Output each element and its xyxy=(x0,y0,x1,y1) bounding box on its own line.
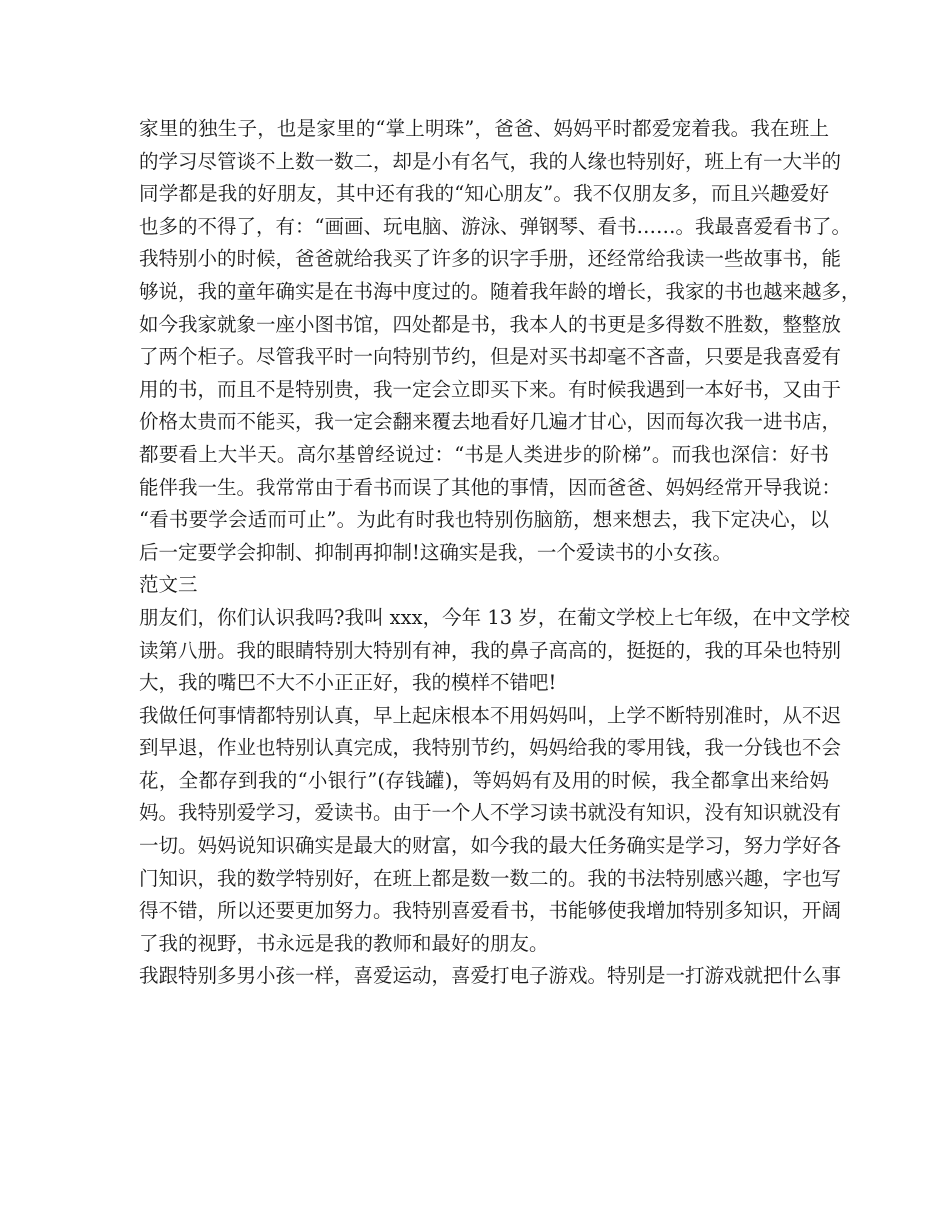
text-line: 朋友们，你们认识我吗?我叫 xxx，今年 13 岁，在葡文学校上七年级，在中文学校 xyxy=(139,605,850,629)
text-line: 的学习尽管谈不上数一数二，却是小有名气，我的人缘也特别好，班上有一大半的 xyxy=(139,149,842,173)
text-line: 得不错，所以还要更加努力。我特别喜爱看书，书能够使我增加特别多知识，开阔 xyxy=(139,899,842,923)
text-line: 能伴我一生。我常常由于看书而误了其他的事情，因而爸爸、妈妈经常开导我说： xyxy=(139,475,842,499)
text-line: 家里的独生子，也是家里的“掌上明珠”，爸爸、妈妈平时都爱宠着我。我在班上 xyxy=(139,117,829,140)
text-line: 了我的视野，书永远是我的教师和最好的朋友。 xyxy=(139,931,549,955)
text-line: 用的书，而且不是特别贵，我一定会立即买下来。有时候我遇到一本好书，又由于 xyxy=(139,377,842,401)
text-line: 够说，我的童年确实是在书海中度过的。随着我年龄的增长，我家的书也越来越多， xyxy=(139,279,861,303)
text-line: 我跟特别多男小孩一样，喜爱运动，喜爱打电子游戏。特别是一打游戏就把什么事 xyxy=(139,964,842,988)
text-line: 门知识，我的数学特别好，在班上都是数一数二的。我的书法特别感兴趣，字也写 xyxy=(139,866,842,890)
text-line: 到早退，作业也特别认真完成，我特别节约，妈妈给我的零用钱，我一分钱也不会 xyxy=(139,736,842,760)
text-line: 我做任何事情都特别认真，早上起床根本不用妈妈叫，上学不断特别准时，从不迟 xyxy=(139,703,842,727)
section-heading: 范文三 xyxy=(139,573,198,597)
text-line: 大，我的嘴巴不大不小正正好，我的模样不错吧! xyxy=(139,671,557,695)
text-line: “看书要学会适而可止”。为此有时我也特别伤脑筋，想来想去，我下定决心，以 xyxy=(139,508,829,532)
document-body-text xyxy=(139,113,861,993)
text-line: 花，全都存到我的“小银行”(存钱罐)，等妈妈有及用的时候，我全都拿出来给妈 xyxy=(139,768,829,792)
text-line: 读第八册。我的眼睛特别大特别有神，我的鼻子高高的，挺挺的，我的耳朵也特别 xyxy=(139,638,842,662)
text-line: 如今我家就象一座小图书馆，四处都是书，我本人的书更是多得数不胜数，整整放 xyxy=(139,312,842,336)
text-line: 了两个柜子。尽管我平时一向特别节约，但是对买书却毫不吝啬，只要是我喜爱有 xyxy=(139,345,842,369)
text-line: 一切。妈妈说知识确实是最大的财富，如今我的最大任务确实是学习，努力学好各 xyxy=(139,834,842,858)
text-line: 价格太贵而不能买，我一定会翻来覆去地看好几遍才甘心，因而每次我一进书店， xyxy=(139,410,842,434)
text-line: 后一定要学会抑制、抑制再抑制!这确实是我，一个爱读书的小女孩。 xyxy=(139,540,732,564)
text-line: 妈。我特别爱学习，爱读书。由于一个人不学习读书就没有知识，没有知识就没有 xyxy=(139,801,842,825)
text-line: 同学都是我的好朋友，其中还有我的“知心朋友”。我不仅朋友多，而且兴趣爱好 xyxy=(139,182,829,206)
text-line: 我特别小的时候，爸爸就给我买了许多的识字手册，还经常给我读一些故事书，能 xyxy=(139,247,842,271)
text-line: 都要看上大半天。高尔基曾经说过：“书是人类进步的阶梯”。而我也深信：好书 xyxy=(139,442,829,466)
text-line: 也多的不得了，有：“画画、玩电脑、游泳、弹钢琴、看书……。我最喜爱看书了。 xyxy=(139,214,851,238)
